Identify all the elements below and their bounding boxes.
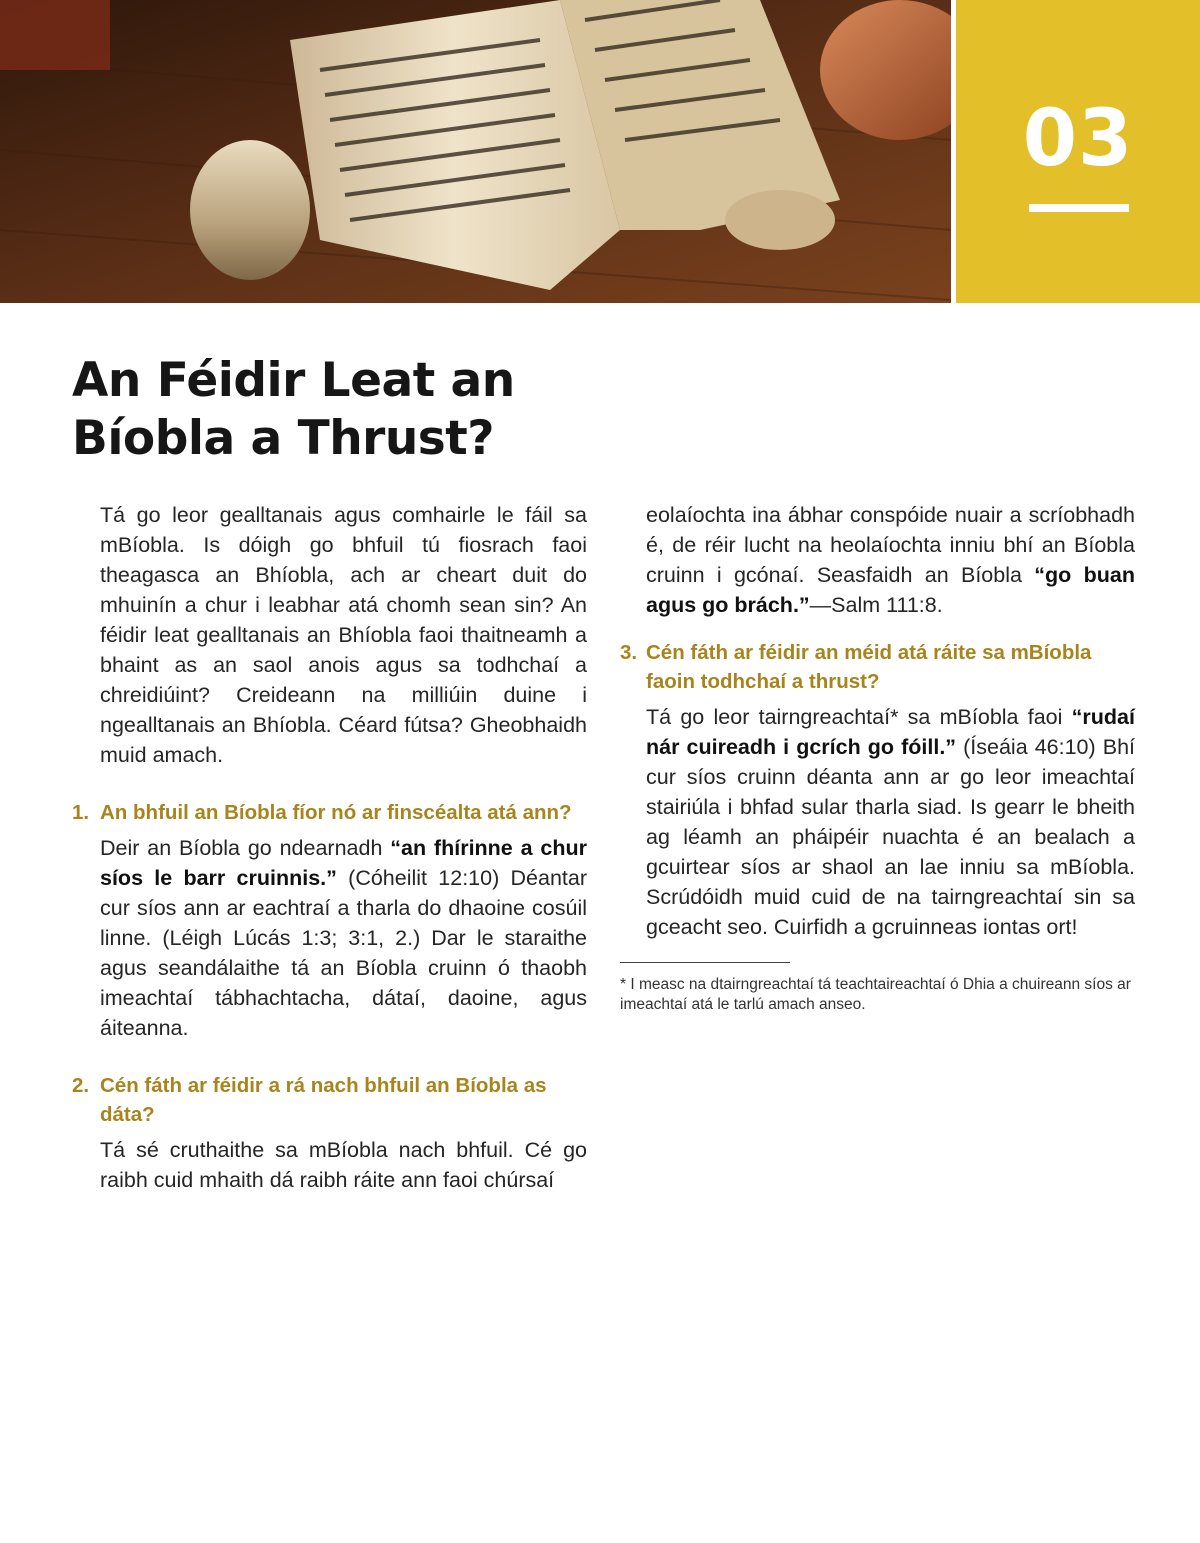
q2-quote: “go buan agus go brách.” [646,563,1135,617]
q1-text-b: (Cóheilit 12:10) Déantar cur síos ann ar eachtraí a tharla do dhaoine cosúil linne. (Léigh Lúcás 1:3; 3:1, 2.) Dar le staraithe agus seandálaithe tá an Bíobla cruinn ó thaobh imeachtaí tábhachtacha, dátaí, daoine, agus áiteanna. [100,866,587,1040]
q3-quote: “rudaí nár cuireadh i gcrích go fóill.” [646,705,1135,759]
question-2-answer-continued [620,500,1135,620]
header-banner [0,0,1200,303]
intro-paragraph: Tá go leor gealltanais agus comhairle le fáil sa mBíobla. Is dóigh go bhfuil tú fiosrach faoi theagasca an Bhíobla, ach ar cheart duit do mhuinín a chur i leabhar atá chomh sean sin? An féidir leat gealltanais an Bhíobla faoi thaitneamh a bhaint as an saol anois agus sa todhchaí a chreidiúint? Creideann na milliúin duine i ngealltanais an Bhíobla. Céard fútsa? Gheobhaidh muid amach. [100,503,587,767]
title-line-2: Bíobla a Thrust? [72,411,494,466]
q1-text-a: Deir an Bíobla go ndearnadh [100,836,391,860]
q2-citation: —Salm 111:8. [809,593,943,617]
question-3-answer [620,702,1135,942]
q3-text-b: (Íseáia 46:10) Bhí cur síos cruinn déanta ann ar go leor imeachtaí stairiúla i bhfad sular tharla siad. Is gearr le bheith ag léamh an pháipéir nuachta é an bealach a gcuirtear síos ar shaol an lae inniu sa mBíobla. Scrúdóidh muid cuid de na tairngreachtaí sin sa gceacht seo. Cuirfidh a gcruinneas iontas ort! [646,735,1135,939]
question-2-heading [72,1071,587,1129]
question-2-text: Cén fáth ar féidir a rá nach bhfuil an Bíobla as dáta? [100,1074,547,1126]
q2-text-b: eolaíochta ina ábhar conspóide nuair a scríobhadh é, de réir lucht na heolaíochta inniu bhí an Bíobla cruinn i gcónaí. Seasfaidh an Bíobla [646,503,1135,587]
lesson-number: 03 [1022,94,1134,184]
question-1-text: An bhfuil an Bíobla fíor nó ar finscéalta atá ann? [100,801,572,824]
lesson-number-underline [1029,204,1129,212]
footnote-divider [620,962,790,963]
question-1-heading [72,798,587,827]
footnote: * I measc na dtairngreachtaí tá teachtaireachtaí ó Dhia a chuireann síos ar imeachtaí atá le tarlú amach anseo. [620,976,1131,1013]
question-2-number: 2. [72,1074,90,1097]
scrolls-illustration [0,0,951,303]
page-title [72,352,632,468]
question-3-text: Cén fáth ar féidir an méid atá ráite sa mBíobla faoin todhchaí a thrust? [646,641,1092,693]
q1-quote: “an fhírinne a chur síos le barr cruinnis.” [100,836,587,890]
question-3-heading [620,638,1135,696]
title-line-1: An Féidir Leat an [72,353,515,408]
question-1-answer [72,833,587,1043]
scrolls-photo [0,0,951,303]
question-1-number: 1. [72,801,90,824]
left-column [72,500,587,1195]
question-2-answer-start: Tá sé cruthaithe sa mBíobla nach bhfuil. Cé go raibh cuid mhaith dá raibh ráite ann faoi chúrsaí [100,1138,587,1192]
question-3-number: 3. [620,641,638,664]
q3-text-a: Tá go leor tairngreachtaí* sa mBíobla faoi [646,705,1072,729]
right-column [620,500,1135,1015]
lesson-number-box [956,0,1200,303]
